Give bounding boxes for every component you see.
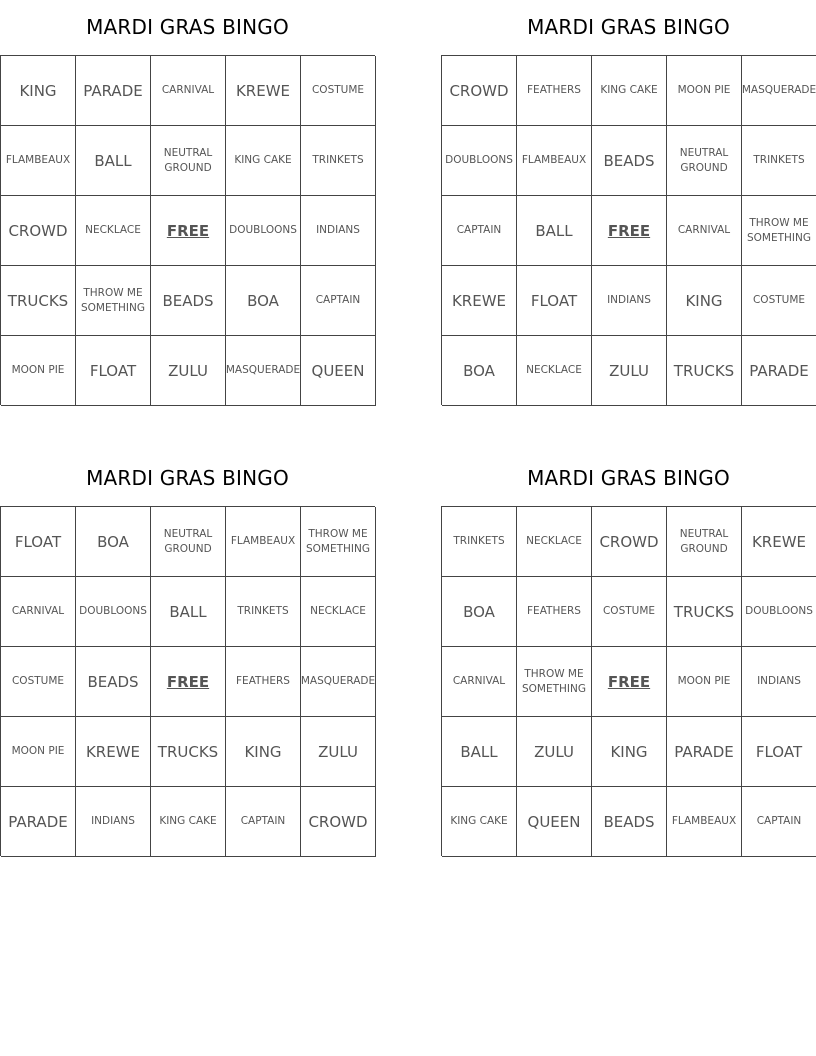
- bingo-cell: FLOAT: [517, 266, 592, 336]
- bingo-cell: TRUCKS: [667, 577, 742, 647]
- bingo-cell: DOUBLOONS: [226, 196, 301, 266]
- bingo-cell: DOUBLOONS: [76, 577, 151, 647]
- bingo-card-4: [441, 451, 816, 856]
- bingo-cell: FLAMBEAUX: [667, 787, 742, 857]
- bingo-cell: MASQUERADE: [226, 336, 301, 406]
- bingo-cell: COSTUME: [742, 266, 816, 336]
- bingo-cell: KREWE: [442, 266, 517, 336]
- bingo-cell: FLAMBEAUX: [226, 507, 301, 577]
- bingo-cell: KING: [667, 266, 742, 336]
- bingo-cell: KING CAKE: [151, 787, 226, 857]
- bingo-cell: NEUTRAL GROUND: [667, 507, 742, 577]
- bingo-cell: CAPTAIN: [226, 787, 301, 857]
- bingo-cell: KING: [1, 56, 76, 126]
- bingo-cell: BEADS: [76, 647, 151, 717]
- bingo-cell: CARNIVAL: [151, 56, 226, 126]
- free-space: FREE: [592, 647, 667, 717]
- bingo-cell: QUEEN: [301, 336, 376, 406]
- card-title: MARDI GRAS BINGO: [86, 15, 289, 39]
- bingo-grid: [441, 55, 816, 405]
- bingo-cell: THROW ME SOMETHING: [742, 196, 816, 266]
- bingo-cell: KREWE: [226, 56, 301, 126]
- bingo-cell: THROW ME SOMETHING: [517, 647, 592, 717]
- bingo-grid: [441, 506, 816, 856]
- bingo-cell: FLAMBEAUX: [1, 126, 76, 196]
- bingo-cell: NEUTRAL GROUND: [667, 126, 742, 196]
- bingo-cell: BALL: [151, 577, 226, 647]
- bingo-cell: BALL: [517, 196, 592, 266]
- bingo-cell: PARADE: [1, 787, 76, 857]
- bingo-cell: CARNIVAL: [1, 577, 76, 647]
- bingo-cell: TRINKETS: [301, 126, 376, 196]
- bingo-cell: BALL: [76, 126, 151, 196]
- bingo-cell: COSTUME: [301, 56, 376, 126]
- bingo-cell: NECKLACE: [76, 196, 151, 266]
- bingo-cell: CROWD: [442, 56, 517, 126]
- bingo-cell: BOA: [442, 577, 517, 647]
- bingo-cell: BOA: [226, 266, 301, 336]
- bingo-cell: FEATHERS: [517, 56, 592, 126]
- bingo-cell: TRINKETS: [442, 507, 517, 577]
- bingo-cell: FEATHERS: [226, 647, 301, 717]
- bingo-cell: INDIANS: [742, 647, 816, 717]
- bingo-card-2: [441, 0, 816, 405]
- bingo-cell: ZULU: [517, 717, 592, 787]
- bingo-cell: TRUCKS: [151, 717, 226, 787]
- bingo-card-1: [0, 0, 375, 405]
- bingo-cell: KING CAKE: [226, 126, 301, 196]
- free-space: FREE: [151, 196, 226, 266]
- bingo-cell: KING CAKE: [592, 56, 667, 126]
- bingo-cell: PARADE: [667, 717, 742, 787]
- bingo-cell: FLOAT: [76, 336, 151, 406]
- bingo-cell: INDIANS: [76, 787, 151, 857]
- bingo-cell: MASQUERADE: [301, 647, 376, 717]
- bingo-cell: PARADE: [76, 56, 151, 126]
- bingo-cell: BEADS: [592, 787, 667, 857]
- bingo-cell: NECKLACE: [517, 336, 592, 406]
- free-space: FREE: [592, 196, 667, 266]
- bingo-cell: KING: [226, 717, 301, 787]
- bingo-cell: THROW ME SOMETHING: [301, 507, 376, 577]
- bingo-cell: INDIANS: [592, 266, 667, 336]
- bingo-cell: DOUBLOONS: [742, 577, 816, 647]
- card-title: MARDI GRAS BINGO: [527, 15, 730, 39]
- bingo-cell: CROWD: [301, 787, 376, 857]
- bingo-cell: CROWD: [1, 196, 76, 266]
- free-space: FREE: [151, 647, 226, 717]
- bingo-cell: MOON PIE: [667, 647, 742, 717]
- bingo-cell: BEADS: [592, 126, 667, 196]
- bingo-cell: FEATHERS: [517, 577, 592, 647]
- bingo-cell: MOON PIE: [1, 717, 76, 787]
- bingo-cell: DOUBLOONS: [442, 126, 517, 196]
- bingo-cell: KING: [592, 717, 667, 787]
- bingo-cell: COSTUME: [592, 577, 667, 647]
- bingo-cell: ZULU: [151, 336, 226, 406]
- bingo-cell: CAPTAIN: [442, 196, 517, 266]
- bingo-cell: FLOAT: [1, 507, 76, 577]
- bingo-card-3: [0, 451, 375, 856]
- bingo-cell: MASQUERADE: [742, 56, 816, 126]
- bingo-cell: TRUCKS: [667, 336, 742, 406]
- bingo-cell: INDIANS: [301, 196, 376, 266]
- bingo-cell: CAPTAIN: [301, 266, 376, 336]
- bingo-cell: NEUTRAL GROUND: [151, 126, 226, 196]
- bingo-cell: CARNIVAL: [442, 647, 517, 717]
- bingo-grid: [0, 55, 375, 405]
- bingo-cell: COSTUME: [1, 647, 76, 717]
- bingo-cell: NEUTRAL GROUND: [151, 507, 226, 577]
- card-title: MARDI GRAS BINGO: [527, 466, 730, 490]
- bingo-cell: FLOAT: [742, 717, 816, 787]
- bingo-cell: BEADS: [151, 266, 226, 336]
- bingo-cell: KREWE: [742, 507, 816, 577]
- bingo-cell: BALL: [442, 717, 517, 787]
- bingo-cell: THROW ME SOMETHING: [76, 266, 151, 336]
- card-title: MARDI GRAS BINGO: [86, 466, 289, 490]
- bingo-cell: KING CAKE: [442, 787, 517, 857]
- bingo-cell: CAPTAIN: [742, 787, 816, 857]
- bingo-cell: CROWD: [592, 507, 667, 577]
- bingo-cell: NECKLACE: [301, 577, 376, 647]
- bingo-cell: FLAMBEAUX: [517, 126, 592, 196]
- bingo-cell: TRUCKS: [1, 266, 76, 336]
- bingo-cell: ZULU: [592, 336, 667, 406]
- bingo-cell: BOA: [76, 507, 151, 577]
- bingo-cell: QUEEN: [517, 787, 592, 857]
- bingo-cell: MOON PIE: [667, 56, 742, 126]
- bingo-cell: KREWE: [76, 717, 151, 787]
- bingo-cell: BOA: [442, 336, 517, 406]
- bingo-cell: CARNIVAL: [667, 196, 742, 266]
- bingo-cell: TRINKETS: [742, 126, 816, 196]
- bingo-cell: MOON PIE: [1, 336, 76, 406]
- bingo-cell: TRINKETS: [226, 577, 301, 647]
- bingo-grid: [0, 506, 375, 856]
- bingo-cell: ZULU: [301, 717, 376, 787]
- bingo-cell: PARADE: [742, 336, 816, 406]
- bingo-cell: NECKLACE: [517, 507, 592, 577]
